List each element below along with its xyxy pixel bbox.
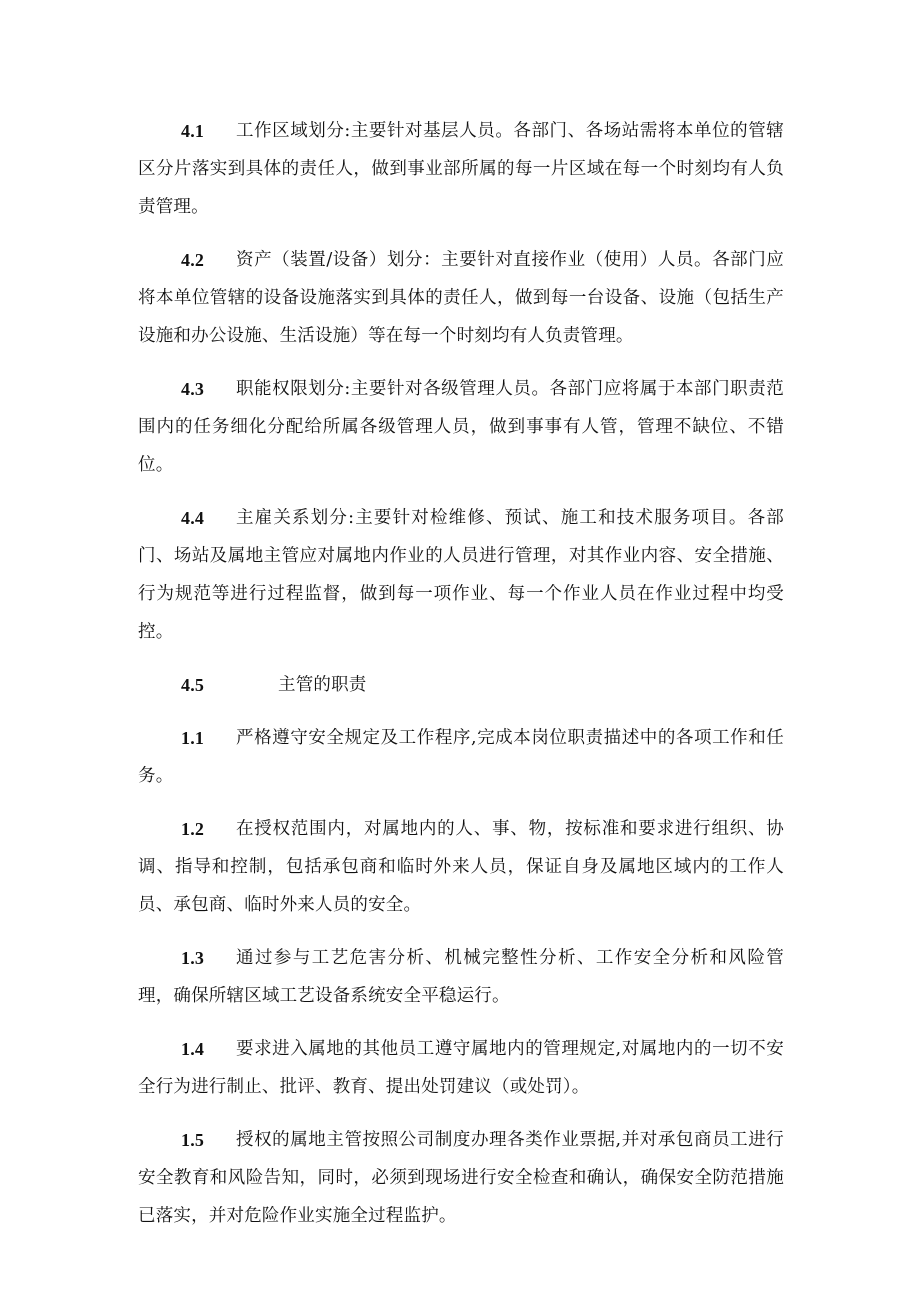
section-heading-4-5 xyxy=(138,666,784,704)
paragraph-text: 职能权限划分:主要针对各级管理人员。各部门应将属于本部门职责范围内的任务细化分配给所属各级管理人员，做到事事有人管，管理不缺位、不错位。 xyxy=(138,379,784,475)
item-number: 1.5 xyxy=(181,1130,205,1150)
paragraph-text: 严格遵守安全规定及工作程序,完成本岗位职责描述中的各项工作和任务。 xyxy=(138,728,784,786)
section-heading-text: 主管的职责 xyxy=(278,675,367,695)
item-number: 1.4 xyxy=(181,1039,205,1059)
paragraph-1-1 xyxy=(138,719,784,795)
section-number: 4.2 xyxy=(181,250,205,270)
paragraph-1-2 xyxy=(138,810,784,924)
paragraph-1-3 xyxy=(138,939,784,1015)
paragraph-text: 主雇关系划分:主要针对检维修、预试、施工和技术服务项目。各部门、场站及属地主管应对属地内作业的人员进行管理，对其作业内容、安全措施、行为规范等进行过程监督，做到每一项作业、每一个作业人员在作业过程中均受控。 xyxy=(138,508,784,642)
section-number: 4.3 xyxy=(181,379,205,399)
paragraph-text: 工作区域划分:主要针对基层人员。各部门、各场站需将本单位的管辖区分片落实到具体的责任人，做到事业部所属的每一片区域在每一个时刻均有人负责管理。 xyxy=(138,121,784,217)
paragraph-text: 在授权范围内，对属地内的人、事、物，按标准和要求进行组织、协调、指导和控制，包括承包商和临时外来人员，保证自身及属地区域内的工作人员、承包商、临时外来人员的安全。 xyxy=(138,819,784,915)
item-number: 1.3 xyxy=(181,948,205,968)
paragraph-4-4 xyxy=(138,499,784,651)
section-number: 4.5 xyxy=(181,675,205,695)
paragraph-text: 通过参与工艺危害分析、机械完整性分析、工作安全分析和风险管理，确保所辖区域工艺设备系统安全平稳运行。 xyxy=(138,948,784,1006)
item-number: 1.2 xyxy=(181,819,205,839)
paragraph-4-2 xyxy=(138,241,784,355)
item-number: 1.1 xyxy=(181,728,205,748)
paragraph-4-3 xyxy=(138,370,784,484)
paragraph-1-5 xyxy=(138,1121,784,1235)
paragraph-4-1 xyxy=(138,112,784,226)
section-number: 4.1 xyxy=(181,121,205,141)
paragraph-text: 资产（装置/设备）划分：主要针对直接作业（使用）人员。各部门应将本单位管辖的设备设施落实到具体的责任人，做到每一台设备、设施（包括生产设施和办公设施、生活设施）等在每一个时刻均有人负责管理。 xyxy=(138,250,784,346)
paragraph-text: 授权的属地主管按照公司制度办理各类作业票据,并对承包商员工进行安全教育和风险告知，同时，必须到现场进行安全检查和确认，确保安全防范措施已落实，并对危险作业实施全过程监护。 xyxy=(138,1130,784,1226)
paragraph-text: 要求进入属地的其他员工遵守属地内的管理规定,对属地内的一切不安全行为进行制止、批评、教育、提出处罚建议（或处罚）。 xyxy=(138,1039,784,1097)
document-body xyxy=(138,112,784,1250)
section-number: 4.4 xyxy=(181,508,205,528)
paragraph-1-4 xyxy=(138,1030,784,1106)
